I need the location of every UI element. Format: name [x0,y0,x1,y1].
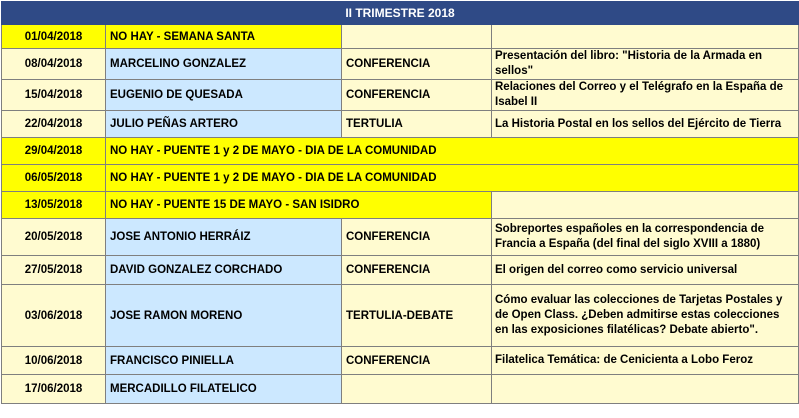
type-cell [342,25,492,49]
schedule-table [1,1,799,404]
date-cell: 20/05/2018 [2,219,106,256]
table-row [2,165,799,192]
speaker-cell: DAVID GONZALEZ CORCHADO [106,256,342,285]
speaker-cell: MARCELINO GONZALEZ [106,49,342,80]
type-cell: CONFERENCIA [342,347,492,375]
date-cell: 03/06/2018 [2,285,106,347]
date-cell: 17/06/2018 [2,375,106,404]
speaker-cell: NO HAY - SEMANA SANTA [106,25,342,49]
table-row [2,25,799,49]
topic-cell: Presentación del libro: "Historia de la Armada en sellos" [492,49,799,80]
topic-cell: Cómo evaluar las colecciones de Tarjetas Postales y de Open Class. ¿Deben admitirse estas colecciones en las exposiciones filatélicas? Debate abierto". [492,285,799,347]
type-cell: TERTULIA [342,111,492,138]
table-row [2,138,799,165]
type-cell: CONFERENCIA [342,256,492,285]
table-row [2,285,799,347]
type-cell [342,375,492,404]
date-cell: 27/05/2018 [2,256,106,285]
schedule-sheet [1,1,798,404]
date-cell: 10/06/2018 [2,347,106,375]
table-row [2,111,799,138]
date-cell: 13/05/2018 [2,192,106,219]
table-row [2,256,799,285]
date-cell: 01/04/2018 [2,25,106,49]
speaker-cell: EUGENIO DE QUESADA [106,80,342,111]
topic-cell [492,192,799,219]
date-cell: 22/04/2018 [2,111,106,138]
table-row [2,347,799,375]
speaker-cell: NO HAY - PUENTE 15 DE MAYO - SAN ISIDRO [106,192,492,219]
topic-cell: Sobreportes españoles en la correspondencia de Francia a España (del final del siglo XVIII a 1880) [492,219,799,256]
date-cell: 29/04/2018 [2,138,106,165]
topic-cell: La Historia Postal en los sellos del Ejército de Tierra [492,111,799,138]
date-cell: 08/04/2018 [2,49,106,80]
topic-cell: Filatelica Temática: de Cenicienta a Lobo Feroz [492,347,799,375]
title-row [2,2,799,25]
date-cell: 06/05/2018 [2,165,106,192]
speaker-cell: NO HAY - PUENTE 1 y 2 DE MAYO - DIA DE LA COMUNIDAD [106,165,799,192]
topic-cell [492,25,799,49]
type-cell: CONFERENCIA [342,80,492,111]
table-row [2,49,799,80]
speaker-cell: NO HAY - PUENTE 1 y 2 DE MAYO - DIA DE LA COMUNIDAD [106,138,799,165]
speaker-cell: JULIO PEÑAS ARTERO [106,111,342,138]
date-cell: 15/04/2018 [2,80,106,111]
table-title: II TRIMESTRE 2018 [2,2,799,25]
type-cell: TERTULIA-DEBATE [342,285,492,347]
table-row [2,375,799,404]
topic-cell: El origen del correo como servicio universal [492,256,799,285]
table-row [2,219,799,256]
type-cell: CONFERENCIA [342,49,492,80]
type-cell: CONFERENCIA [342,219,492,256]
speaker-cell: JOSE ANTONIO HERRÁIZ [106,219,342,256]
table-row [2,192,799,219]
topic-cell [492,375,799,404]
speaker-cell: MERCADILLO FILATELICO [106,375,342,404]
table-row [2,80,799,111]
speaker-cell: FRANCISCO PINIELLA [106,347,342,375]
speaker-cell: JOSE RAMON MORENO [106,285,342,347]
topic-cell: Relaciones del Correo y el Telégrafo en la España de Isabel II [492,80,799,111]
